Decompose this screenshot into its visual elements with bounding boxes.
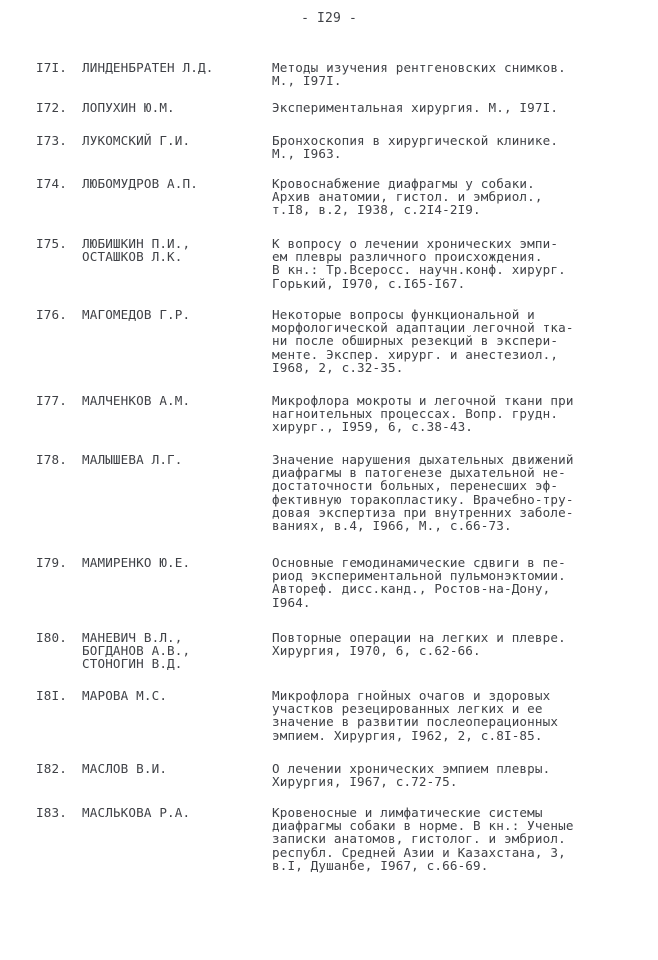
author-name: ОСТАШКОВ Л.К. (82, 249, 183, 265)
citation-line: Хирургия, I967, с.72-75. (272, 774, 458, 790)
author-name: ЛУКОМСКИЙ Г.И. (82, 133, 191, 148)
entry-citation (272, 61, 642, 87)
author-name: МАГОМЕДОВ Г.Р. (82, 307, 191, 322)
entry-authors (82, 806, 270, 819)
entry-authors (82, 177, 270, 190)
entry-authors (82, 762, 270, 775)
citation-line: Кровоснабжение диафрагмы у собаки. (272, 176, 535, 191)
citation-line: хирург., I959, 6, с.38-43. (272, 419, 474, 435)
citation-line: записки анатомов, гистолог. и эмбриол. (272, 831, 566, 847)
author-name: МАМИРЕНКО Ю.Е. (82, 555, 191, 570)
entry-citation (272, 631, 642, 657)
citation-line: Основные гемодинамические сдвиги в пе- (272, 555, 566, 570)
citation-line: Некоторые вопросы функциональной и (272, 307, 535, 322)
citation-line: К вопросу о лечении хронических эмпи- (272, 236, 559, 251)
author-name: МАРОВА М.С. (82, 688, 168, 703)
author-name: ЛИНДЕНБРАТЕН Л.Д. (82, 60, 214, 75)
citation-line: диафрагмы собаки в норме. В кн.: Ученые (272, 818, 574, 834)
author-name: ЛЮБОМУДРОВ А.П. (82, 176, 198, 191)
entry-authors (82, 134, 270, 147)
author-name: МАСЛОВ В.И. (82, 761, 168, 776)
author-name: СТОНОГИН В.Д. (82, 656, 183, 672)
entry-number: I76. (36, 307, 67, 322)
entry-number: I8I. (36, 688, 67, 703)
citation-line: М., I963. (272, 146, 342, 162)
author-name: БОГДАНОВ А.В., (82, 643, 191, 659)
citation-line: менте. Экспер. хирург. и анестезиол., (272, 346, 559, 362)
entry-number: I80. (36, 630, 67, 645)
entry-number: I79. (36, 555, 67, 570)
entry-number: I72. (36, 100, 67, 115)
entry-authors (82, 101, 270, 114)
entry-number: I78. (36, 452, 67, 467)
citation-line: достаточности больных, перенесших эф- (272, 478, 559, 494)
citation-line: В кн.: Тр.Всеросс. научн.конф. хирург. (272, 262, 566, 278)
citation-line: Значение нарушения дыхательных движений (272, 452, 574, 467)
entry-number: I82. (36, 761, 67, 776)
entry-number: I77. (36, 393, 67, 408)
citation-line: т.I8, в.2, I938, с.2I4-2I9. (272, 202, 481, 218)
entry-citation (272, 762, 642, 788)
entry-authors (82, 61, 270, 74)
entry-citation (272, 101, 642, 114)
entry-authors (82, 453, 270, 466)
entry-number: I74. (36, 176, 67, 191)
citation-line: Хирургия, I970, 6, с.62-66. (272, 643, 481, 659)
author-name: ЛОПУХИН Ю.М. (82, 100, 175, 115)
entry-citation (272, 237, 642, 290)
page-number: - I29 - (301, 11, 357, 26)
entry-citation (272, 177, 642, 217)
entry-citation (272, 806, 642, 872)
entry-citation (272, 134, 642, 160)
citation-line: Бронхоскопия в хирургической клинике. (272, 133, 559, 148)
citation-line: Микрофлора мокроты и легочной ткани при (272, 393, 574, 408)
citation-line: фективную торакопластику. Врачебно-тру- (272, 491, 574, 507)
citation-line: Горький, I970, с.I65-I67. (272, 275, 466, 291)
entry-number: I75. (36, 236, 67, 251)
entry-citation (272, 394, 642, 434)
citation-line: риод экспериментальной пульмонэктомии. (272, 568, 566, 584)
citation-line: I968, 2, с.32-35. (272, 359, 404, 375)
citation-line: ем плевры различного происхождения. (272, 249, 543, 265)
entry-authors (82, 394, 270, 407)
citation-line: нагноительных процессах. Вопр. грудн. (272, 406, 559, 422)
citation-line: Микрофлора гнойных очагов и здоровых (272, 688, 551, 703)
author-name: МАСЛЬКОВА Р.А. (82, 805, 191, 820)
citation-line: Автореф. дисс.канд., Ростов-на-Дону, (272, 581, 551, 597)
entry-number: I7I. (36, 60, 67, 75)
citation-line: I964. (272, 594, 311, 610)
entry-authors (82, 631, 270, 671)
citation-line: эмпием. Хирургия, I962, 2, с.8I-85. (272, 727, 543, 743)
citation-line: морфологической адаптации легочной тка- (272, 320, 574, 336)
entry-citation (272, 308, 642, 374)
citation-line: ваниях, в.4, I966, М., с.66-73. (272, 518, 512, 534)
citation-line: Кровеносные и лимфатические системы (272, 805, 543, 820)
entry-authors (82, 689, 270, 702)
entry-authors (82, 556, 270, 569)
citation-line: Экспериментальная хирургия. М., I97I. (272, 100, 559, 115)
author-name: МАЛЫШЕВА Л.Г. (82, 452, 183, 467)
entry-citation (272, 556, 642, 609)
citation-line: Повторные операции на легких и плевре. (272, 630, 566, 645)
entry-authors (82, 308, 270, 321)
citation-line: довая экспертиза при внутренних заболе- (272, 504, 574, 520)
author-name: МАНЕВИЧ В.Л., (82, 630, 183, 645)
citation-line: диафрагмы в патогенезе дыхательной не- (272, 465, 566, 481)
entry-number: I73. (36, 133, 67, 148)
citation-line: Методы изучения рентгеновских снимков. (272, 60, 566, 75)
citation-line: О лечении хронических эмпием плевры. (272, 761, 551, 776)
citation-line: ни после обширных резекций в экспери- (272, 333, 559, 349)
entry-authors (82, 237, 270, 263)
citation-line: значение в развитии послеоперационных (272, 714, 559, 730)
citation-line: участков резецированных легких и ее (272, 701, 543, 717)
citation-line: республ. Средней Азии и Казахстана, 3, (272, 844, 566, 860)
entry-citation (272, 453, 642, 532)
entry-citation (272, 689, 642, 742)
author-name: МАЛЧЕНКОВ А.М. (82, 393, 191, 408)
citation-line: Архив анатомии, гистол. и эмбриол., (272, 189, 543, 205)
citation-line: М., I97I. (272, 73, 342, 89)
author-name: ЛЮБИШКИН П.И., (82, 236, 191, 251)
citation-line: в.I, Душанбе, I967, с.66-69. (272, 857, 489, 873)
entry-number: I83. (36, 805, 67, 820)
